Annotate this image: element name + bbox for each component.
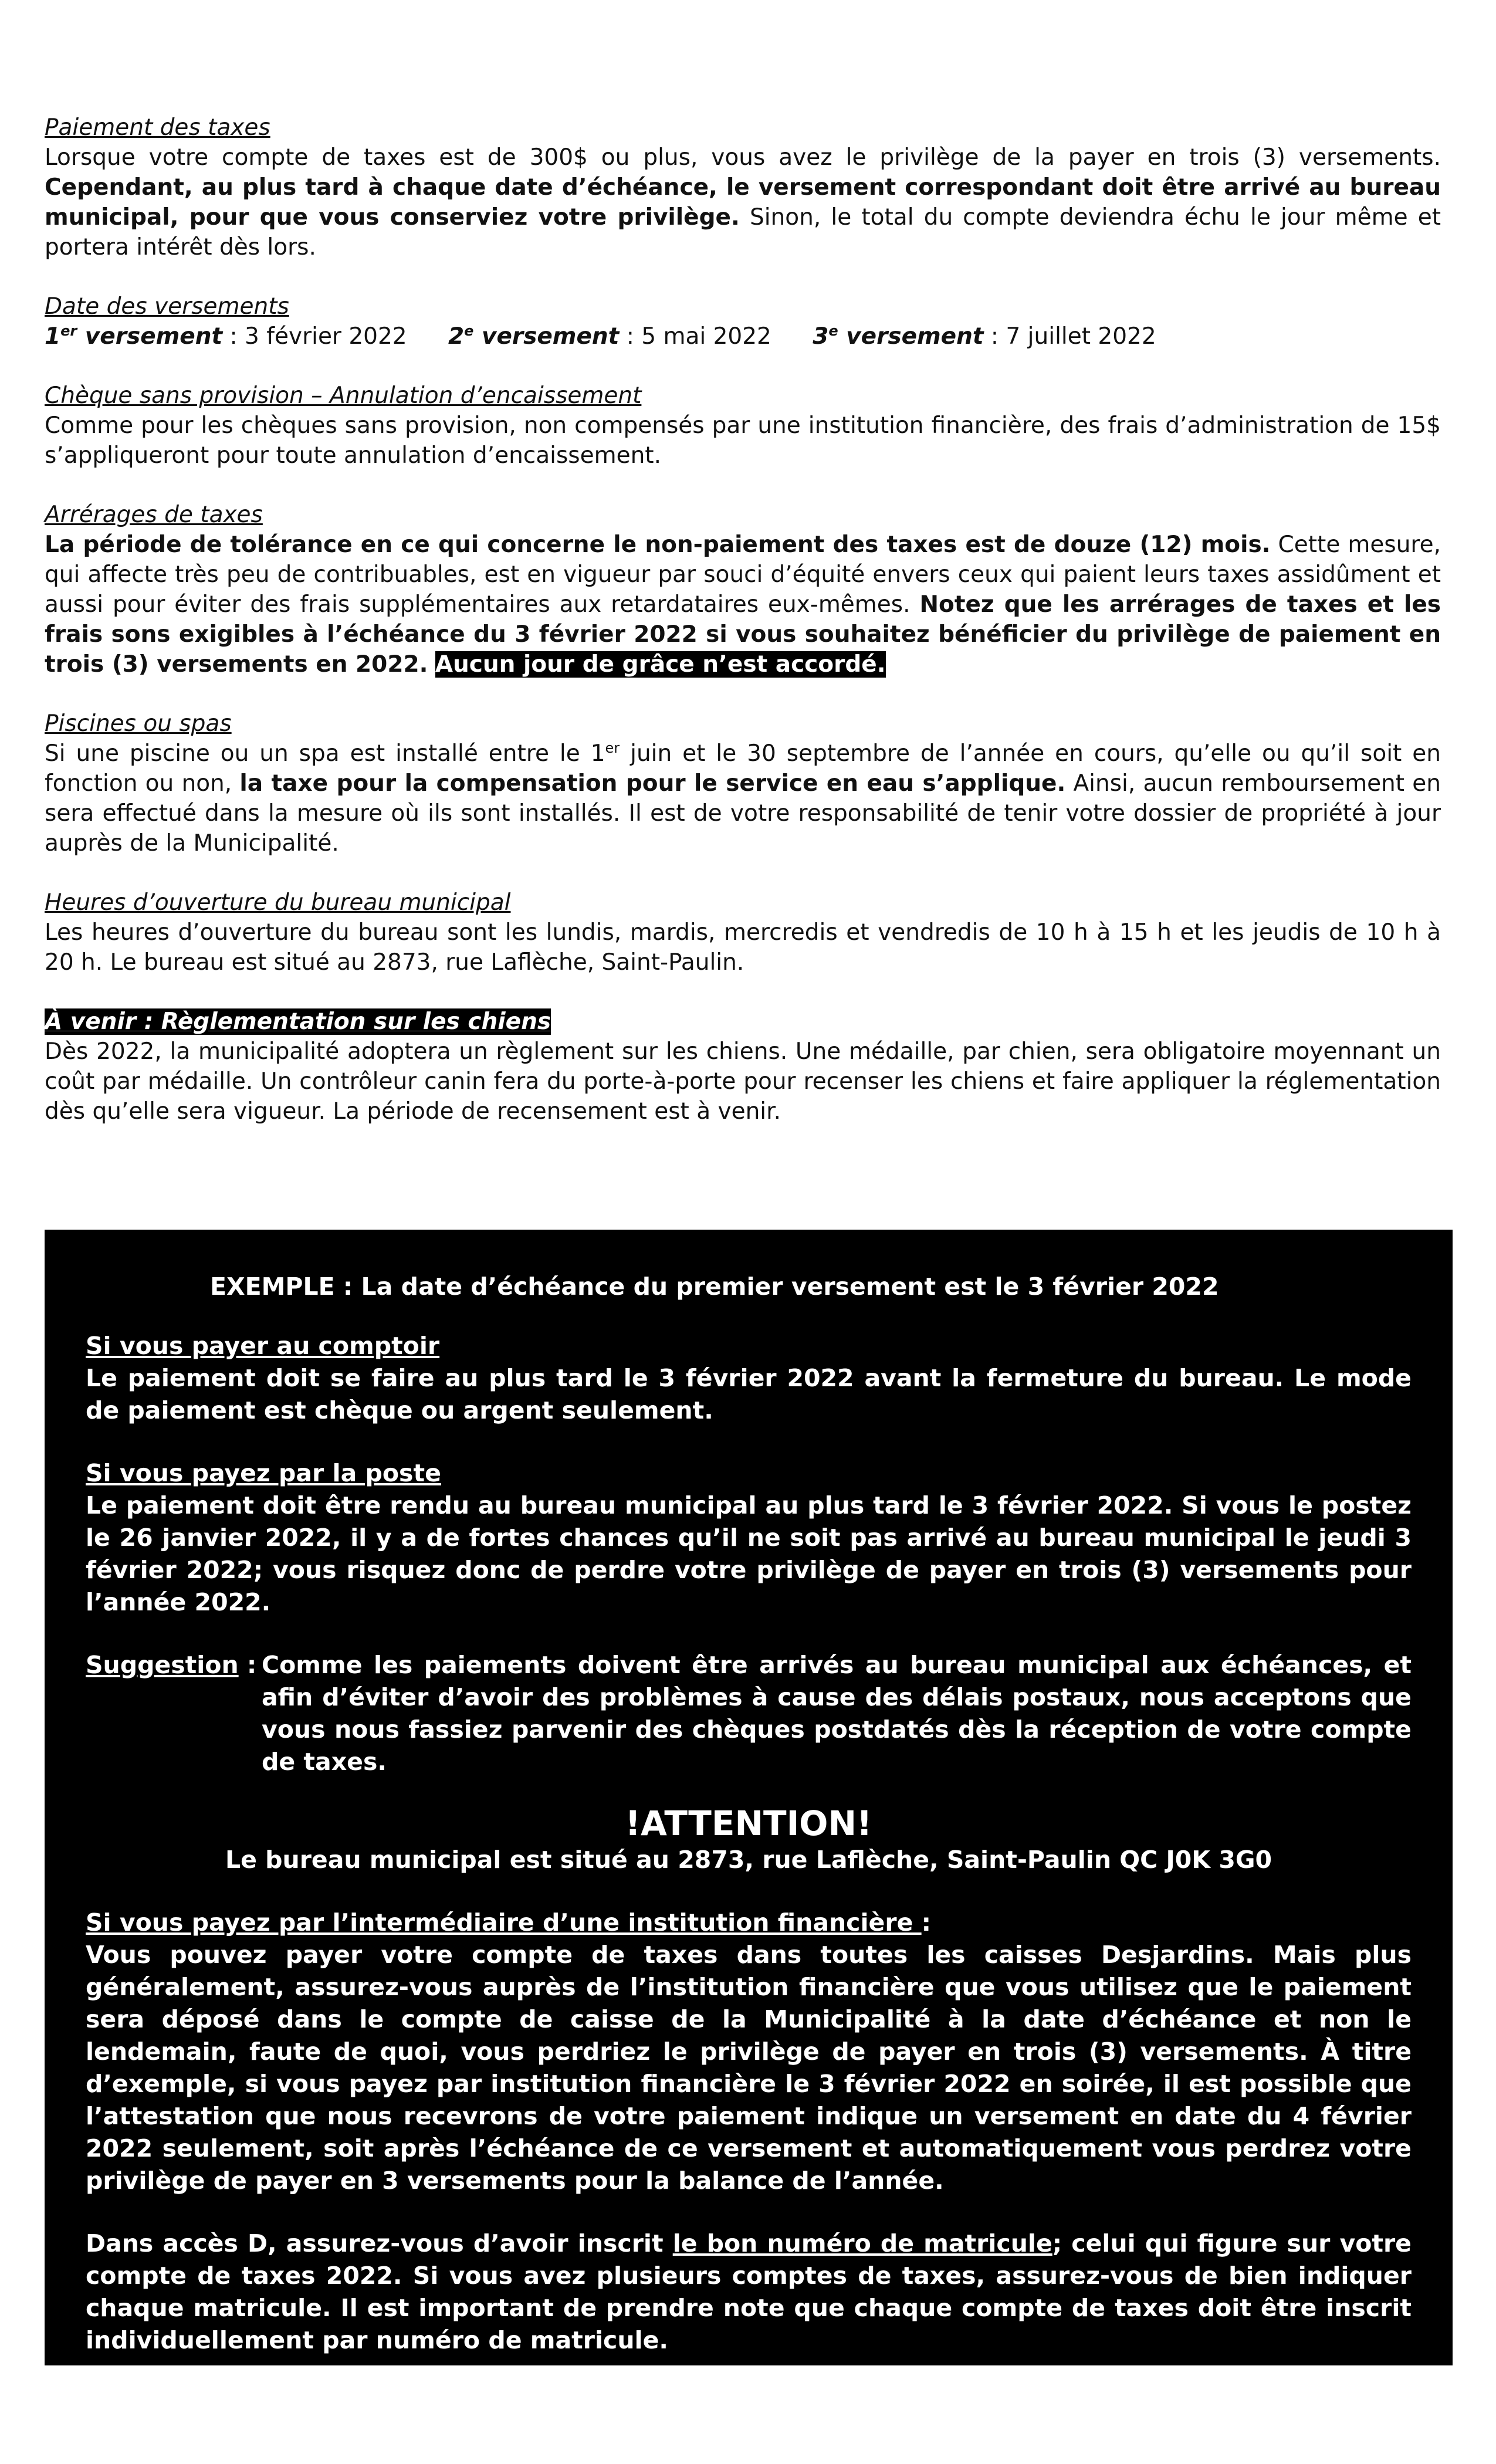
dogs-heading-wrap xyxy=(45,1007,1441,1037)
payment-text: Lorsque votre compte de taxes est de 300$ ou plus, vous avez le privilège de la payer en trois (3) versements. xyxy=(45,144,1441,171)
payment-bold-text: Cependant, au plus tard à chaque date d’échéance, le versement correspondant doit être arrivé au bureau municipal, pour que vous conserviez votre privilège. xyxy=(45,174,1441,231)
suggestion-block xyxy=(86,1649,1412,1778)
installment-dates xyxy=(45,321,1441,351)
dates-heading: Date des versements xyxy=(45,293,289,320)
arrears-paragraph xyxy=(45,530,1441,679)
section-pools xyxy=(45,709,1441,858)
office-address: Le bureau municipal est situé au 2873, rue Laflèche, Saint-Paulin QC J0K 3G0 xyxy=(225,1846,1272,1874)
matricule-underline: le bon numéro de matricule xyxy=(672,2229,1052,2257)
section-payment xyxy=(45,113,1441,262)
hours-heading: Heures d’ouverture du bureau municipal xyxy=(45,889,511,916)
info-sections xyxy=(45,113,1441,1156)
dogs-paragraph: Dès 2022, la municipalité adoptera un règlement sur les chiens. Une médaille, par chien, sera obligatoire moyennant un coût par médaille. Un contrôleur canin fera du porte-à-porte pour recenser les chiens et faire appliquer la réglementation dès qu’elle sera vigueur. La période de recensement est à venir. xyxy=(45,1038,1441,1125)
counter-heading: Si vous payer au comptoir xyxy=(86,1332,440,1360)
arrears-highlight: Aucun jour de grâce n’est accordé. xyxy=(435,651,886,678)
installment-1: 1er versement : 3 février 2022 xyxy=(45,323,407,350)
arrears-bold-2: Notez que les arrérages de taxes et les frais sons exigibles à l’échéance du 3 février 2022 si vous souhaitez bénéficier du privilège de paiement en trois (3) versements en 2022. xyxy=(45,591,1441,678)
payment-heading: Paiement des taxes xyxy=(45,114,270,141)
counter-block xyxy=(86,1330,1412,1427)
mail-text: Le paiement doit être rendu au bureau municipal au plus tard le 3 février 2022. Si vous le postez le 26 janvier 2022, il y a de fortes chances qu’il ne soit pas arrivé au bureau municipal le jeudi 3 février 2022; vous risquez donc de perdre votre privilège de payer en trois (3) versements pour l’année 2022. xyxy=(86,1491,1412,1616)
bank-heading: Si vous payez par l’intermédiaire d’une institution financière : xyxy=(86,1908,932,1937)
cheque-heading: Chèque sans provision – Annulation d’encaissement xyxy=(45,383,642,409)
cheque-paragraph: Comme pour les chèques sans provision, non compensés par une institution financière, des frais d’administration de 15$ s’appliqueront pour toute annulation d’encaissement. xyxy=(45,412,1441,469)
payment-paragraph xyxy=(45,143,1441,262)
section-hours xyxy=(45,888,1441,977)
suggestion-label: Suggestion : xyxy=(86,1651,257,1679)
counter-text: Le paiement doit se faire au plus tard le 3 février 2022 avant la fermeture du bureau. Le mode de paiement est chèque ou argent seulement. xyxy=(86,1364,1412,1424)
example-box xyxy=(45,1230,1453,2365)
section-cheque xyxy=(45,381,1441,471)
pools-bold-text: la taxe pour la compensation pour le service en eau s’applique. xyxy=(239,770,1066,797)
section-dogs xyxy=(45,1007,1441,1126)
example-title: EXEMPLE : La date d’échéance du premier versement est le 3 février 2022 xyxy=(210,1272,1219,1301)
mail-heading: Si vous payez par la poste xyxy=(86,1459,441,1487)
accesd-text: Dans accès D, assurez-vous d’avoir inscrit le bon numéro de matricule; celui qui figure sur votre compte de taxes 2022. Si vous avez plusieurs comptes de taxes, assurez-vous de bien indiquer chaque matricule. Il est important de prendre note que chaque compte de taxes doit être inscrit individuellement par numéro de matricule. xyxy=(86,2229,1412,2354)
bank-text: Vous pouvez payer votre compte de taxes dans toutes les caisses Desjardins. Mais plus généralement, assurez-vous auprès de l’institution financière que vous utilisez que le paiement sera déposé dans le compte de caisse de la Municipalité à la date d’échéance et non le lendemain, faute de quoi, vous perdriez le privilège de payer en trois (3) versements. À titre d’exemple, si vous payez par institution financière le 3 février 2022 en soirée, il est possible que l’attestation que nous recevrons de votre paiement indique un versement en date du 4 février 2022 seulement, soit après l’échéance de ce versement et automatiquement vous perdrez votre privilège de payer en 3 versements pour la balance de l’année. xyxy=(86,1941,1412,2195)
section-arrears xyxy=(45,500,1441,679)
arrears-text: Cette mesure, qui affecte très peu de contribuables, est en vigueur par souci d’équité envers ceux qui paient leurs taxes assidûment et aussi pour éviter des frais supplémentaires aux retardataires eux-mêmes. xyxy=(45,532,1441,618)
arrears-bold-1: La période de tolérance en ce qui concerne le non-paiement des taxes est de douze (12) mois. xyxy=(45,532,1271,558)
mail-block xyxy=(86,1457,1412,1619)
attention-heading: !ATTENTION! xyxy=(625,1803,872,1843)
dogs-heading: À venir : Règlementation sur les chiens xyxy=(45,1008,551,1035)
pools-heading: Piscines ou spas xyxy=(45,710,232,737)
section-dates xyxy=(45,292,1441,351)
suggestion-text: Comme les paiements doivent être arrivés au bureau municipal aux échéances, et afin d’éviter d’avoir des problèmes à cause des délais postaux, nous acceptons que vous nous fassiez parvenir des chèques postdatés dès la réception de votre compte de taxes. xyxy=(262,1651,1412,1776)
pools-paragraph: Si une piscine ou un spa est installé entre le 1er juin et le 30 septembre de l’année en cours, qu’elle ou qu’il soit en fonction ou non, la taxe pour la compensation pour le service en eau s’applique. Ainsi, aucun remboursement en sera effectué dans la mesure où ils sont installés. Il est de votre responsabilité de tenir votre dossier de propriété à jour auprès de la Municipalité. xyxy=(45,740,1441,857)
arrears-heading: Arrérages de taxes xyxy=(45,502,263,528)
hours-paragraph: Les heures d’ouverture du bureau sont les lundis, mardis, mercredis et vendredis de 10 h à 15 h et les jeudis de 10 h à 20 h. Le bureau est situé au 2873, rue Laflèche, Saint-Paulin. xyxy=(45,919,1441,976)
payment-text-end: Sinon, le total du compte deviendra échu le jour même et portera intérêt dès lors. xyxy=(45,204,1441,260)
installment-3: 3e versement : 7 juillet 2022 xyxy=(813,323,1156,350)
bank-block xyxy=(86,1907,1412,2197)
installment-2: 2e versement : 5 mai 2022 xyxy=(448,323,771,350)
